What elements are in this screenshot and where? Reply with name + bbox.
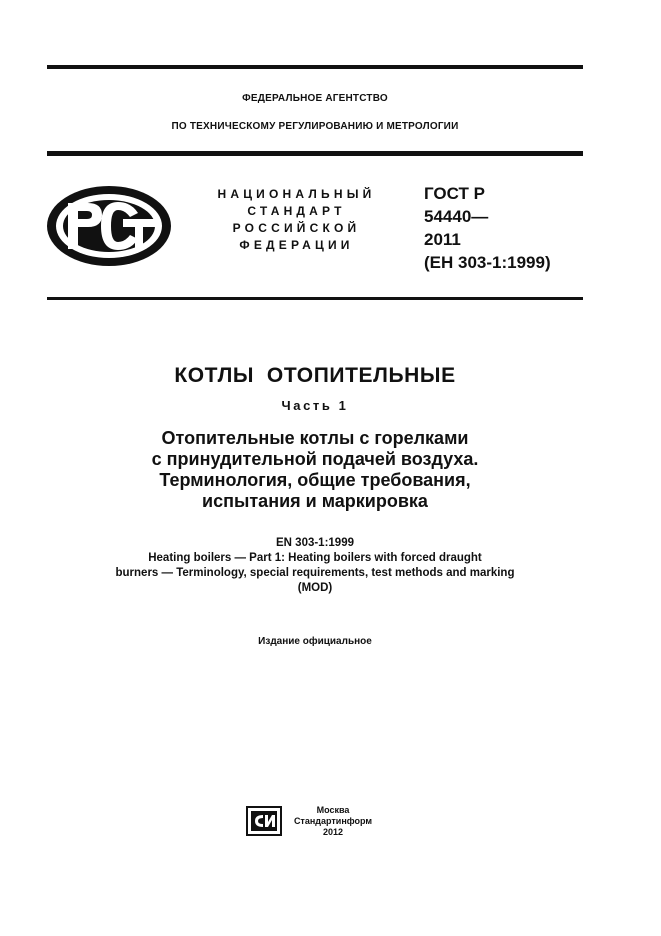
bottom-header-rule bbox=[47, 297, 583, 300]
designation-line1: ГОСТ Р bbox=[424, 184, 485, 203]
designation-line3: 2011 bbox=[424, 230, 461, 249]
publisher-info bbox=[292, 805, 374, 838]
publisher-city: Москва bbox=[316, 805, 350, 815]
subtitle-line1: Отопительные котлы с горелками bbox=[161, 428, 469, 448]
english-line2: Heating boilers — Part 1: Heating boilers with forced draught bbox=[148, 552, 482, 564]
top-rule bbox=[47, 65, 583, 69]
edition-note: Издание официальное bbox=[258, 636, 372, 647]
english-line4: (MOD) bbox=[297, 582, 333, 594]
document-subtitle bbox=[47, 428, 583, 512]
english-line3: burners — Terminology, special requirements, test methods and marking bbox=[115, 567, 515, 579]
designation-line2: 54440— bbox=[424, 207, 489, 226]
english-title bbox=[47, 536, 583, 596]
publisher-name: Стандартинформ bbox=[293, 816, 373, 826]
subtitle-line4: испытания и маркировка bbox=[202, 491, 428, 511]
standard-type-line4: ФЕДЕРАЦИИ bbox=[239, 238, 354, 252]
standard-type-line3: РОССИЙСКОЙ bbox=[232, 221, 361, 235]
subtitle-line3: Терминология, общие требования, bbox=[159, 470, 471, 490]
agency-name-line2: ПО ТЕХНИЧЕСКОМУ РЕГУЛИРОВАНИЮ И МЕТРОЛОГИИ bbox=[171, 121, 459, 132]
standartinform-logo-icon bbox=[246, 806, 282, 836]
designation-line4: (ЕН 303-1:1999) bbox=[424, 253, 551, 272]
document-title: КОТЛЫ ОТОПИТЕЛЬНЫЕ bbox=[174, 364, 456, 387]
agency-name-line1: ФЕДЕРАЛЬНОЕ АГЕНТСТВО bbox=[242, 93, 388, 104]
header-rule bbox=[47, 151, 583, 156]
standard-type-block bbox=[194, 186, 399, 254]
standard-type-line1: НАЦИОНАЛЬНЫЙ bbox=[217, 187, 376, 201]
rst-logo-icon bbox=[44, 183, 174, 269]
part-number: Часть 1 bbox=[281, 398, 349, 413]
standard-type-line2: СТАНДАРТ bbox=[247, 204, 346, 218]
subtitle-line2: с принудительной подачей воздуха. bbox=[151, 449, 479, 469]
publication-year: 2012 bbox=[322, 827, 344, 837]
standard-designation bbox=[424, 182, 551, 274]
english-line1: EN 303-1:1999 bbox=[276, 537, 354, 549]
